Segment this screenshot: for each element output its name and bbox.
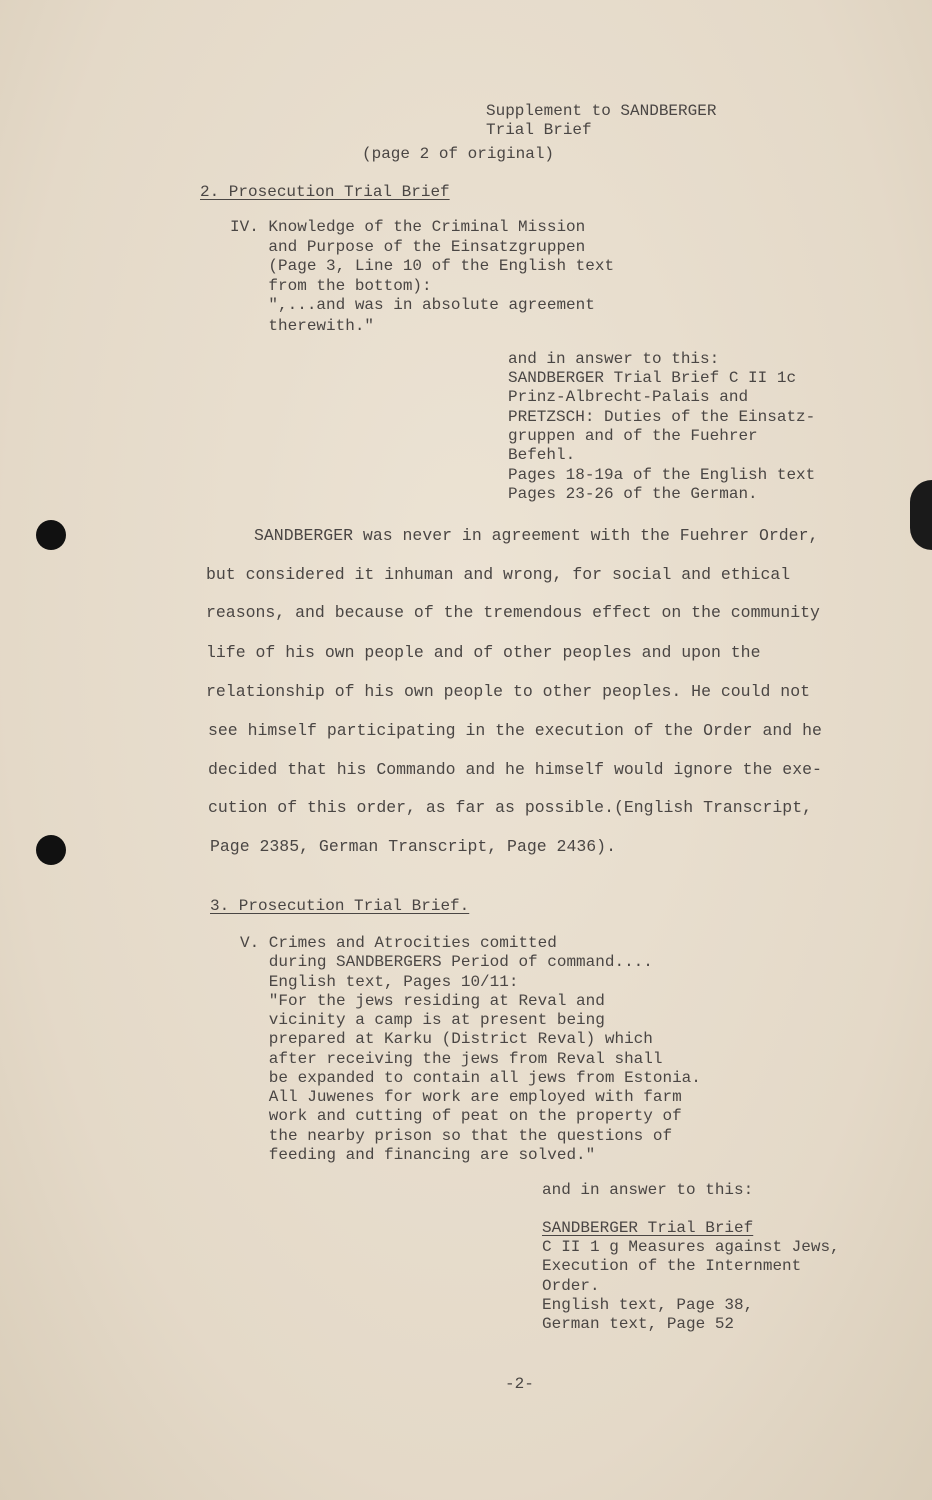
answer-reference: SANDBERGER Trial Brief [542, 1219, 754, 1237]
quote-line: English text, Pages 10/11: [240, 973, 519, 991]
answer-line: Pages 18-19a of the English text [508, 466, 816, 484]
quote-line: "For the jews residing at Reval and [240, 992, 605, 1010]
header-line-1: Supplement to SANDBERGER [486, 102, 717, 120]
header-line-2: Trial Brief [486, 121, 592, 139]
quote-line: after receiving the jews from Reval shall [240, 1050, 663, 1068]
section-3-heading: 3. Prosecution Trial Brief. [210, 897, 470, 915]
quote-line: prepared at Karku (District Reval) which [240, 1030, 653, 1048]
quote-line: be expanded to contain all jews from Estonia. [240, 1069, 701, 1087]
body-line: Page 2385, German Transcript, Page 2436). [210, 837, 616, 856]
quote-line: ",...and was in absolute agreement [230, 296, 595, 314]
punch-hole-top [36, 520, 66, 550]
page-edge-tear [910, 480, 932, 550]
quote-line: from the bottom): [230, 277, 432, 295]
quote-line: the nearby prison so that the questions of [240, 1127, 673, 1145]
header-line-3: (page 2 of original) [362, 145, 555, 163]
body-line: but considered it inhuman and wrong, for social and ethical [206, 565, 791, 584]
answer-line: Prinz-Albrecht-Palais and [508, 388, 749, 406]
answer-line: German text, Page 52 [542, 1315, 735, 1333]
body-line: cution of this order, as far as possible.(English Transcript, [208, 798, 812, 817]
body-line: see himself participating in the execution of the Order and he [208, 721, 822, 740]
quote-line: IV. Knowledge of the Criminal Mission [230, 218, 586, 236]
answer-line: Order. [542, 1277, 600, 1295]
body-line: relationship of his own people to other peoples. He could not [206, 682, 810, 701]
quote-line: during SANDBERGERS Period of command.... [240, 953, 653, 971]
answer-line: C II 1 g Measures against Jews, [542, 1238, 840, 1256]
answer-line: gruppen and of the Fuehrer [508, 427, 758, 445]
body-line: life of his own people and of other peoples and upon the [206, 643, 761, 662]
answer-line: Pages 23-26 of the German. [508, 485, 758, 503]
quote-line: feeding and financing are solved." [240, 1146, 596, 1164]
answer-line: and in answer to this: [508, 350, 720, 368]
body-line: decided that his Commando and he himself would ignore the exe- [208, 760, 822, 779]
quote-line: vicinity a camp is at present being [240, 1011, 605, 1029]
answer-line: PRETZSCH: Duties of the Einsatz- [508, 408, 816, 426]
answer-intro: and in answer to this: [542, 1181, 754, 1199]
answer-line: Befehl. [508, 446, 576, 464]
answer-line: English text, Page 38, [542, 1296, 754, 1314]
quote-line: (Page 3, Line 10 of the English text [230, 257, 615, 275]
quote-line: V. Crimes and Atrocities comitted [240, 934, 557, 952]
quote-line: therewith." [230, 317, 375, 335]
answer-line: Execution of the Internment [542, 1257, 802, 1275]
body-line: reasons, and because of the tremendous effect on the community [206, 603, 820, 622]
quote-line: and Purpose of the Einsatzgruppen [230, 238, 586, 256]
section-2-heading: 2. Prosecution Trial Brief [200, 183, 450, 201]
quote-line: All Juwenes for work are employed with farm [240, 1088, 682, 1106]
body-line: SANDBERGER was never in agreement with the Fuehrer Order, [254, 526, 819, 545]
punch-hole-bottom [36, 835, 66, 865]
quote-line: work and cutting of peat on the property of [240, 1107, 682, 1125]
page-number: -2- [505, 1375, 534, 1393]
answer-line: SANDBERGER Trial Brief C II 1c [508, 369, 797, 387]
